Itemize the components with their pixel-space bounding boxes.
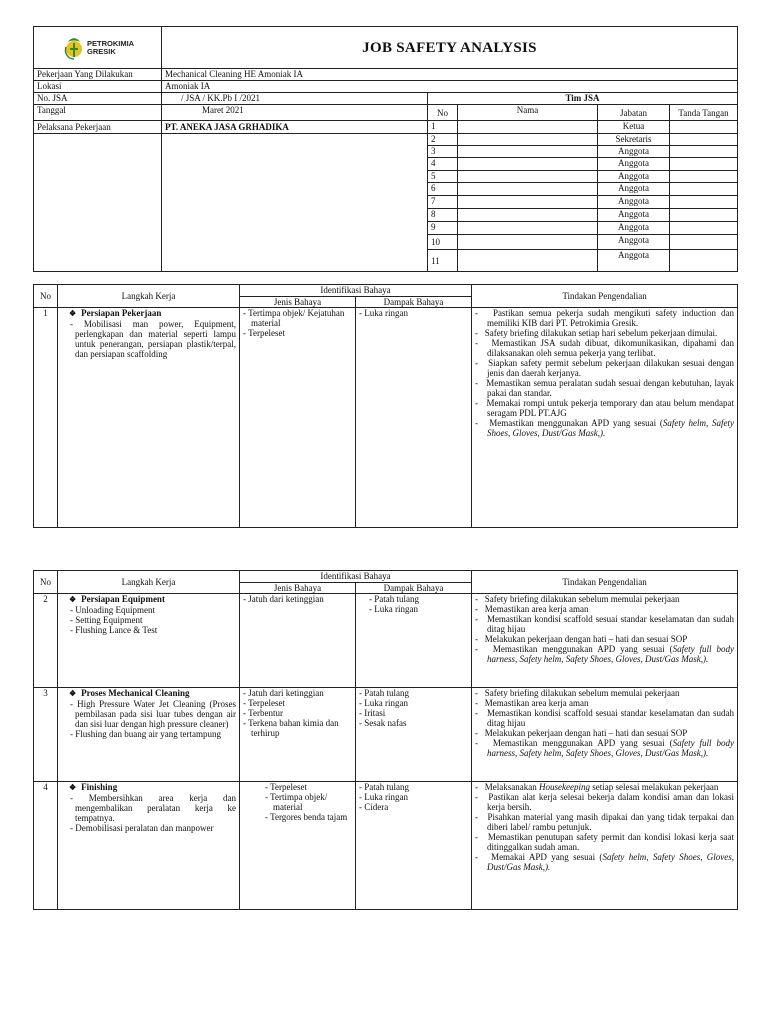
team-row: 9 (428, 222, 458, 235)
step-dampak: - Patah tulang - Luka ringan - Cidera (356, 782, 472, 910)
team-row-jabatan: Sekretaris (598, 134, 670, 146)
step-dampak: - Luka ringan (356, 308, 472, 528)
step-tindakan: - Safety briefing dilakukan sebelum memulai pekerjaan - Memastikan area kerja aman - Memastikan kondisi scaffold sesuai standar keselamatan dan sudah ditag hijau - Melakukan pekerjaan dengan hati – hati dan sesuai SOP - Memastikan menggunakan APD yang sesuai (Safety full body harness, Safety helm, Safety Shoes, Gloves, Dust/Gas Mask,). (472, 594, 738, 688)
step-tindakan: - Pastikan semua pekerja sudah mengikuti safety induction dan memiliki KIB dari PT. Petrokimia Gresik. - Safety briefing dilakukan setiap hari sebelum pekerjaan dimulai. - Memastikan JSA sudah dibuat, dikomunikasikan, dipahami dan dilaksanakan oleh semua pekerja yang terlibat. - Siapkan safety permit sebelum pekerjaan dilakukan sesuai dengan jenis dan daerah kerjanya. - Memastikan semua peralatan sudah sesuai dengan kebutuhan, layak pakai dan standar. - Memakai rompi untuk pekerja temporary dan atau belum mendapat seragam PDL PT.AJG - Memastikan menggunakan APD yang sesuai (Safety helm, Safety Shoes, Gloves, Dust/Gas Mask,). (472, 308, 738, 528)
step-no: 1 (34, 308, 58, 528)
col-langkah: Langkah Kerja (58, 285, 240, 308)
tanggal-value: Maret 2021 (162, 105, 428, 121)
team-row: 2 (428, 134, 458, 146)
team-row-jabatan: Anggota (598, 222, 670, 235)
step-dampak: - Patah tulang - Luka ringan - Iritasi - Sesak nafas (356, 688, 472, 782)
team-row: 1 (428, 121, 458, 134)
step-no: 2 (34, 594, 58, 688)
team-row: 7 (428, 196, 458, 209)
lokasi-label: Lokasi (34, 81, 162, 93)
team-col-no: No (428, 105, 458, 121)
col-langkah: Langkah Kerja (58, 571, 240, 594)
step-jenis: - Tertimpa objek/ Kejatuhan material - Terpeleset (240, 308, 356, 528)
blank-area-mid (162, 134, 428, 272)
nojsa-label: No. JSA (34, 93, 162, 105)
col-tindakan: Tindakan Pengendalian (472, 571, 738, 594)
col-tindakan: Tindakan Pengendalian (472, 285, 738, 308)
step-tindakan: - Melaksanakan Housekeeping setiap selesai melakukan pekerjaan - Pastikan alat kerja selesai bekerja dalam kondisi aman dan lokasi kerja bersih. - Pisahkan material yang masih dipakai dan yang tidak terpakai dan diberi label/ rambu petunjuk. - Memastikan penutupan safety permit dan kondisi lokasi kerja saat ditinggalkan sudah aman. - Memakai APD yang sesuai (Safety helm, Safety Shoes, Gloves, Dust/Gas Mask,). (472, 782, 738, 910)
team-row-jabatan: Anggota (598, 250, 670, 272)
jsa-steps-table-2 (33, 570, 738, 910)
petrokimia-logo-icon (63, 35, 85, 61)
team-row: 8 (428, 209, 458, 222)
team-row: 4 (428, 158, 458, 171)
step-item: - Flushing Lance & Test (65, 625, 236, 635)
team-row-jabatan: Anggota (598, 196, 670, 209)
step-item: - High Pressure Water Jet Cleaning (Proses pembilasan pada sisi luar tubes dengan air dan sisi luar dengan high pressure cleaner) (65, 699, 236, 729)
step-langkah: ❖ Persiapan Pekerjaan - Mobilisasi man power, Equipment, perlengkapan dan material seperti lampu untuk penerangan, persiapan plastik/terpal, dan persiapan scaffolding (58, 308, 240, 528)
step-langkah: ❖ Proses Mechanical Cleaning - High Pressure Water Jet Cleaning (Proses pembilasan pada sisi luar tubes dengan air dan sisi luar dengan high pressure cleaner) - Flushing dan buang air yang tertampung (58, 688, 240, 782)
step-no: 3 (34, 688, 58, 782)
step-tindakan: - Safety briefing dilakukan sebelum memulai pekerjaan - Memastikan area kerja aman - Memastikan kondisi scaffold sesuai standar keselamatan dan sudah ditag hijau - Melakukan pekerjaan dengan hati – hati dan sesuai SOP - Memastikan menggunakan APD yang sesuai (Safety full body harness, Safety helm, Safety Shoes, Gloves, Dust/Gas Mask,). (472, 688, 738, 782)
team-col-nama: Nama (458, 105, 598, 121)
team-row-jabatan: Ketua (598, 121, 670, 134)
step-item: - Mobilisasi man power, Equipment, perlengkapan dan material seperti lampu untuk penerangan, persiapan plastik/terpal, dan persiapan scaffolding (65, 319, 236, 359)
team-row-jabatan: Anggota (598, 146, 670, 158)
jsa-steps-table-1 (33, 284, 738, 528)
col-jenis: Jenis Bahaya (240, 297, 356, 308)
logo-text: PETROKIMIA GRESIK (87, 38, 135, 56)
pelaksana-label: Pelaksana Pekerjaan (34, 121, 162, 134)
team-row: 5 (428, 171, 458, 183)
logo-cell (34, 27, 162, 69)
team-row-jabatan: Anggota (598, 235, 670, 250)
col-dampak: Dampak Bahaya (356, 297, 472, 308)
step-dampak: - Patah tulang - Luka ringan (356, 594, 472, 688)
team-row-jabatan: Anggota (598, 158, 670, 171)
jsa-header-table (33, 26, 738, 272)
step-item: - Demobilisasi peralatan dan manpower (65, 823, 236, 833)
team-title: Tim JSA (428, 93, 738, 105)
step-langkah: ❖ Finishing - Membersihkan area kerja dan mengembalikan peralatan kerja ke tempatnya. - Demobilisasi peralatan dan manpower (58, 782, 240, 910)
step-jenis: - Jatuh dari ketinggian (240, 594, 356, 688)
step-langkah: ❖ Persiapan Equipment - Unloading Equipment - Setting Equipment - Flushing Lance & Test (58, 594, 240, 688)
step-item: - Unloading Equipment (65, 605, 236, 615)
step-jenis: - Jatuh dari ketinggian - Terpeleset - Terbentur - Terkena bahan kimia dan terhirup (240, 688, 356, 782)
team-row-jabatan: Anggota (598, 171, 670, 183)
step-item: - Setting Equipment (65, 615, 236, 625)
col-no: No (34, 571, 58, 594)
team-row: 6 (428, 183, 458, 196)
step-no: 4 (34, 782, 58, 910)
team-row: 11 (428, 250, 458, 272)
team-row-jabatan: Anggota (598, 183, 670, 196)
team-row: 10 (428, 235, 458, 250)
team-row: 3 (428, 146, 458, 158)
tanggal-label: Tanggal (34, 105, 162, 121)
pelaksana-value: PT. ANEKA JASA GRHADIKA (162, 121, 428, 134)
pekerjaan-label: Pekerjaan Yang Dilakukan (34, 69, 162, 81)
col-no: No (34, 285, 58, 308)
step-jenis: - Terpeleset - Tertimpa objek/ material - Tergores benda tajam (240, 782, 356, 910)
col-jenis: Jenis Bahaya (240, 583, 356, 594)
team-col-jabatan: Jabatan (598, 105, 670, 121)
nojsa-value: / JSA / KK.Pb I /2021 (162, 93, 428, 105)
step-item: - Membersihkan area kerja dan mengembalikan peralatan kerja ke tempatnya. (65, 793, 236, 823)
pekerjaan-value: Mechanical Cleaning HE Amoniak IA (162, 69, 738, 81)
col-identifikasi: Identifikasi Bahaya (240, 285, 472, 297)
team-col-ttd: Tanda Tangan (670, 105, 738, 121)
team-row-jabatan: Anggota (598, 209, 670, 222)
blank-area-left (34, 134, 162, 272)
lokasi-value: Amoniak IA (162, 81, 738, 93)
step-item: - Flushing dan buang air yang tertampung (65, 729, 236, 739)
col-dampak: Dampak Bahaya (356, 583, 472, 594)
col-identifikasi: Identifikasi Bahaya (240, 571, 472, 583)
document-title: JOB SAFETY ANALYSIS (162, 27, 738, 69)
